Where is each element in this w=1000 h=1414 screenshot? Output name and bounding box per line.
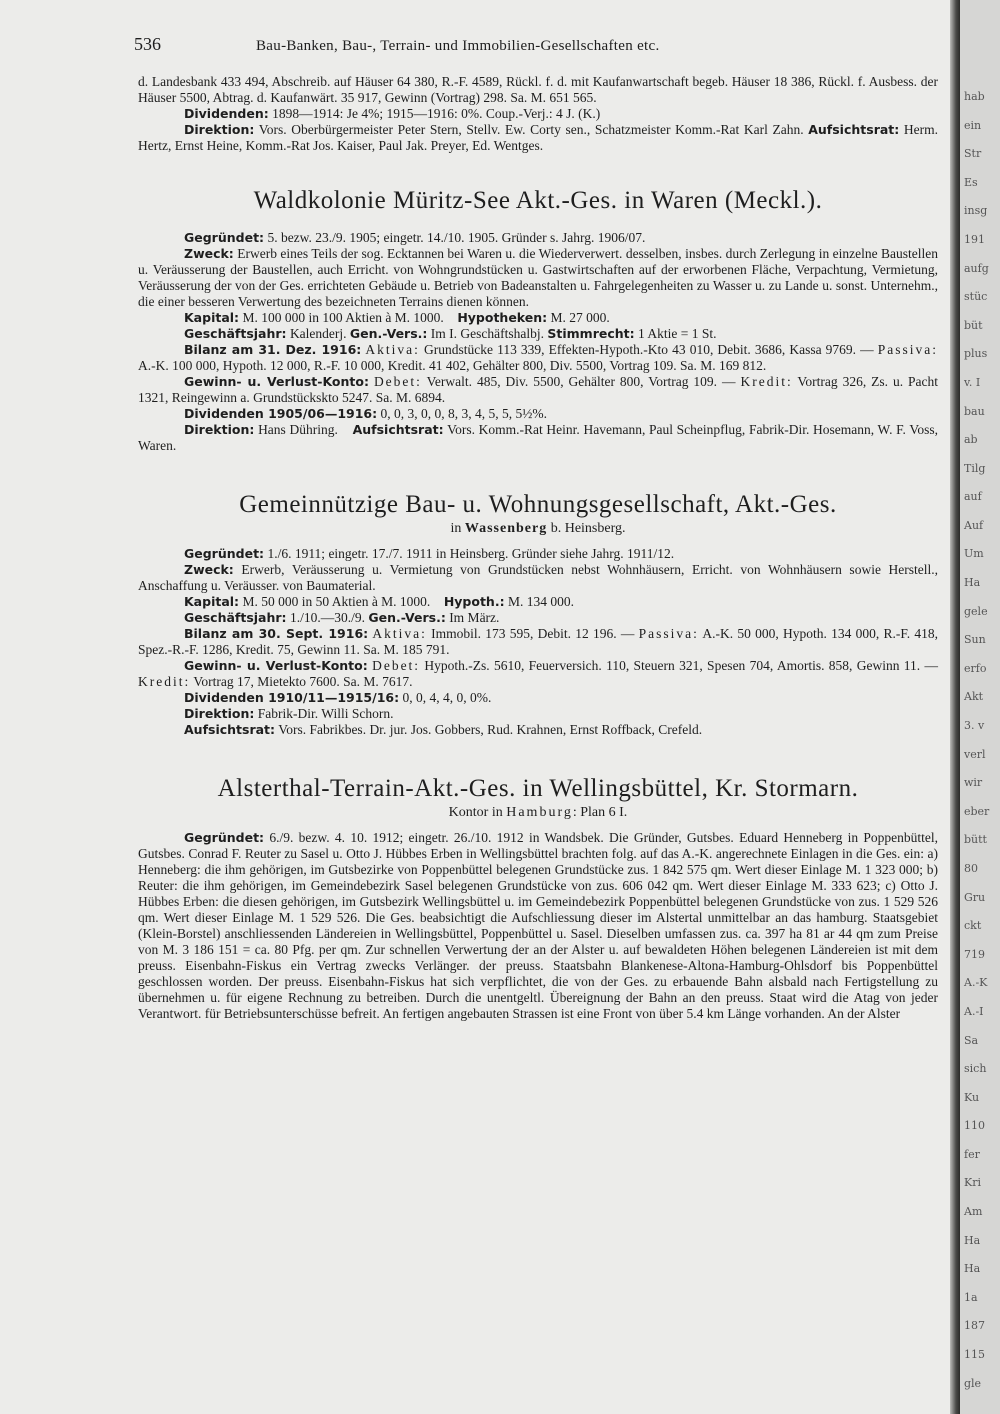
adjacent-page-fragment: A.-I	[964, 1004, 984, 1018]
gegruendet-paragraph: Gegründet: 1./6. 1911; eingetr. 17./7. 1911 in Heinsberg. Gründer siehe Jahrg. 1911/12.	[184, 546, 675, 561]
adjacent-page-fragment: Ha	[964, 576, 981, 590]
adjacent-page-fragment: 110	[964, 1119, 985, 1133]
adjacent-page-fragment: wir	[964, 776, 983, 790]
gegruendet-paragraph: Gegründet: 6./9. bezw. 4. 10. 1912; eingetr. 26./10. 1912 in Wandsbek. Die Gründer, Gutsbes. Eduard Henneberg in Poppenbüttel, Gutsbes. Conrad F. Reuter zu Sasel u. Otto J. Hübbes Erben in Wellingsbüttel brachten folg. auf das A.-K. angerechnete Einlagen in die Ges. ein: a) Henneberg: die ihm gehörigen, im Gutsbezirke von Poppenbüttel belegenen Grundstücke zus. 1 842 575 qm. Wert dieser Einlage M. 1 323 000; b) Reuter: die ihm gehörigen, im Gemeindebezirk Sasel belegenen Grundstücke von zus. 606 042 qm. Wert dieser Einlage M. 333 623; c) Otto J. Hübbes Erben: die diesen gehörigen, im Gutsbezirk Wellingsbüttel u. im Gemeindebezirk Poppenbüttel belegenen Grundstücke von zus. 1 529 526 qm. Wert dieser Einlage M. 1 529 526. Die Ges. beabsichtigt die Aufschliessung dieser im Alstertal unmittelbar an das hamburg. Staatsgebiet (Klein-Borstel) anschliessenden Ländereien in Wellingsbüttel, Poppenbüttel u. Sasel. Dieselben umfassen zus. ca. 397 ha 81 ar 44 qm zum Preise von M. 3 186 151 = ca. 80 Pfg. per qm. Zur schnellen Verwertung der an der Alster u. auf bewaldeten Höhen belegenen Ländereien ist mit dem preuss. Eisenbahn-Fiskus ein Vertrag zwecks Verlänger. der preuss. Staatsbahn Blankenese-Altona-Hamburg-Ohlsdorf bis Poppenbüttel geschlossen worden. Der preuss. Eisenbahn-Fiskus hat sich verpflichtet, die von der Ges. zu erbauende Bahn alsbald nach Fertigstellung zu übernehmen u. für eigene Rechnung zu betreiben. Durch die unentgeltl. Übereignung der Bahn an den preuss. Staat wird die Atag von jeder Verantwort. für Betriebsunterschüsse befreit. An fertigen angebauten Strassen ist eine Front von über 5.4 km Länge vorhanden. An der Alster	[138, 830, 939, 1021]
alsterthal-section	[138, 774, 938, 1022]
running-head: Bau-Banken, Bau-, Terrain- und Immobilien-Gesellschaften etc.	[256, 38, 660, 54]
adjacent-page-fragment: Ku	[964, 1090, 980, 1104]
gemeinnuetzige-section	[138, 490, 938, 738]
bilanz-paragraph: Bilanz am 30. Sept. 1916: Aktiva: Immobil. 173 595, Debit. 12 196. — Passiva: A.-K. 50 000, Hypoth. 134 000, R.-F. 418, Spez.-R.-F. 1286, Kredit. 75, Gewinn 11. Sa. M. 185 791.	[138, 626, 939, 657]
zweck-paragraph: Zweck: Erwerb, Veräusserung u. Vermietung von Grundstücken nebst Wohnhäusern, Erricht. von Wohnhäusern sowie Herstell., Anschaffung u. Veräusser. von Baumaterial.	[138, 562, 938, 593]
intro-dividenden: Dividenden: 1898—1914: Je 4%; 1915—1916: 0%. Coup.-Verj.: 4 J. (K.)	[184, 106, 601, 121]
kapital-paragraph: Kapital: M. 50 000 in 50 Aktien à M. 1000. Hypoth.: M. 134 000.	[184, 594, 574, 609]
geschaeftsjahr-paragraph: Geschäftsjahr: 1./10.—30./9. Gen.-Vers.: Im März.	[184, 610, 500, 625]
adjacent-page-fragment: Ha	[964, 1233, 981, 1247]
adjacent-page-fragment: Sa	[964, 1033, 979, 1047]
bilanz-paragraph: Bilanz am 31. Dez. 1916: Aktiva: Grundstücke 113 339, Effekten-Hypoth.-Kto 43 010, Debit. 3686, Kassa 9769. — Passiva: A.-K. 100 000, Hypoth. 12 000, R.-F. 10 000, Kredit. 41 402, Gehälter 800, Div. 5500, Vortrag 109. Sa. M. 169 812.	[138, 342, 939, 373]
geschaeftsjahr-paragraph: Geschäftsjahr: Kalenderj. Gen.-Vers.: Im I. Geschäftshalbj. Stimmrecht: 1 Aktie = 1 St.	[184, 326, 717, 341]
adjacent-page-fragment: insg	[964, 204, 988, 218]
adjacent-page-fragment: büt	[964, 318, 983, 332]
book-spine-shadow	[950, 0, 960, 1414]
adjacent-page-fragment: erfo	[964, 661, 987, 675]
adjacent-page-fragment: ab	[964, 433, 978, 447]
adjacent-page-fragment: Akt	[964, 690, 984, 704]
adjacent-page-fragment: plus	[964, 347, 988, 361]
adjacent-page-fragment: Sun	[964, 633, 986, 647]
adjacent-page-fragment: stüc	[964, 290, 988, 304]
section-title: Waldkolonie Müritz-See Akt.-Ges. in Waren (Meckl.).	[253, 187, 823, 214]
section-title: Gemeinnützige Bau- u. Wohnungsgesellschaft, Akt.-Ges.	[239, 491, 837, 518]
direktion-paragraph: Direktion: Fabrik-Dir. Willi Schorn.	[184, 706, 394, 721]
adjacent-page-fragment: 191	[964, 232, 985, 246]
section-subtitle: Kontor in Hamburg: Plan 6 I.	[448, 805, 628, 820]
adjacent-page-fragment: Ha	[964, 1262, 981, 1276]
adjacent-page-fragment: ein	[964, 118, 982, 132]
adjacent-page-fragment: eber	[964, 804, 990, 818]
adjacent-page-strip	[960, 0, 1000, 1414]
guv-paragraph: Gewinn- u. Verlust-Konto: Debet: Hypoth.-Zs. 5610, Feuerversich. 110, Steuern 321, Spesen 704, Amortis. 858, Gewinn 11. — Kredit: Vortrag 17, Mietekto 7600. Sa. M. 7617.	[138, 658, 939, 689]
adjacent-page-fragment: Um	[964, 547, 984, 561]
adjacent-page-fragment: Gru	[964, 890, 986, 904]
page-header	[134, 34, 938, 72]
adjacent-page-fragment: gele	[964, 604, 988, 618]
zweck-paragraph: Zweck: Erwerb eines Teils der sog. Ecktannen bei Waren u. die Wiederverwert. desselben, insbes. durch Zerlegung in einzelne Baustellen u. Veräusserung der Baustellen, auch Erricht. von Wohngrundstücken u. Gastwirtschaften auf der erworbenen Fläche, Verpachtung, Vermietung, Veräusserung der von der Ges. errichteten Gebäude u. Betrieb von Badeanstalten u. Fahrgelegenheiten zu Wasser u. zu Lande u. sonst. Unternehm., die einer besseren Verwertung des bezeichneten Terrains dienen können.	[138, 246, 939, 309]
adjacent-page-fragment: hab	[964, 90, 985, 103]
waldkolonie-section	[138, 186, 938, 454]
adjacent-page-fragment: aufg	[964, 261, 989, 275]
guv-paragraph: Gewinn- u. Verlust-Konto: Debet: Verwalt. 485, Div. 5500, Gehälter 800, Vortrag 109. — Kredit: Vortrag 326, Zs. u. Pacht 1321, Reingewinn a. Grundstückskto 5247. Sa. M. 6894.	[138, 374, 939, 405]
adjacent-page-fragment: Am	[964, 1205, 983, 1219]
intro-text: d. Landesbank 433 494, Abschreib. auf Häuser 64 380, R.-F. 4589, Rückl. f. d. mit Kaufanwartschaft begeb. Häuser 18 386, Rückl. f. Ausbess. der Häuser 5500, Abtrag. d. Kaufanwärt. 35 917, Gewinn (Vortrag) 298. Sa. M. 651 565.	[138, 74, 938, 105]
adjacent-page-fragment: Es	[964, 175, 978, 189]
adjacent-page-fragment: Str	[964, 147, 982, 161]
intro-direktion: Direktion: Vors. Oberbürgermeister Peter Stern, Stellv. Ew. Corty sen., Schatzmeister Komm.-Rat Karl Zahn. Aufsichtsrat: Herm. Hertz, Ernst Heine, Komm.-Rat Jos. Kaiser, Paul Jak. Preyer, Ed. Wentges.	[138, 122, 939, 153]
adjacent-page-fragment: 3. v	[964, 719, 985, 732]
adjacent-page-fragment: 115	[964, 1348, 985, 1362]
adjacent-page-fragment: 1a	[964, 1290, 978, 1304]
adjacent-page-fragment: gle	[964, 1376, 982, 1390]
direktion-paragraph: Direktion: Hans Dühring. Aufsichtsrat: Vors. Komm.-Rat Heinr. Havemann, Paul Scheinpflug, Fabrik-Dir. Hosemann, W. F. Voss, Waren.	[138, 422, 938, 453]
adjacent-page-fragment: Kri	[964, 1176, 981, 1190]
adjacent-page-fragment: ckt	[964, 919, 982, 933]
adjacent-page-fragment: Auf	[964, 518, 984, 532]
page-content	[134, 34, 939, 1022]
section-subtitle: in Wassenberg b. Heinsberg.	[450, 521, 626, 536]
page-number: 536	[134, 34, 161, 54]
aufsichtsrat-paragraph: Aufsichtsrat: Vors. Fabrikbes. Dr. jur. Jos. Gobbers, Rud. Krahnen, Ernst Roffback, Crefeld.	[184, 722, 703, 737]
dividenden-paragraph: Dividenden 1905/06—1916: 0, 0, 3, 0, 0, 8, 3, 4, 5, 5, 5½%.	[184, 406, 548, 421]
adjacent-page-fragment: Tilg	[964, 461, 986, 475]
adjacent-page-fragment: 719	[964, 947, 985, 961]
adjacent-page-fragment: bau	[964, 404, 985, 418]
gegruendet-paragraph: Gegründet: 5. bezw. 23./9. 1905; eingetr. 14./10. 1905. Gründer s. Jahrg. 1906/07.	[184, 230, 646, 245]
dividenden-paragraph: Dividenden 1910/11—1915/16: 0, 0, 4, 4, 0, 0%.	[184, 690, 492, 705]
adjacent-page-fragment: A.-K	[964, 976, 988, 990]
section-title: Alsterthal-Terrain-Akt.-Ges. in Wellingsbüttel, Kr. Stormarn.	[217, 775, 859, 802]
adjacent-page-fragment: fer	[964, 1147, 980, 1161]
adjacent-page-fragment: sich	[964, 1062, 987, 1076]
intro-section	[138, 74, 938, 154]
adjacent-page-fragment: v. I	[964, 375, 981, 389]
kapital-paragraph: Kapital: M. 100 000 in 100 Aktien à M. 1000. Hypotheken: M. 27 000.	[184, 310, 610, 325]
adjacent-page-fragment: bütt	[964, 833, 987, 847]
adjacent-page-fragment: auf	[964, 490, 982, 504]
adjacent-page-fragment: verl	[964, 747, 986, 761]
adjacent-page-fragment: 80	[964, 861, 978, 875]
adjacent-page-fragment: 187	[964, 1319, 985, 1333]
